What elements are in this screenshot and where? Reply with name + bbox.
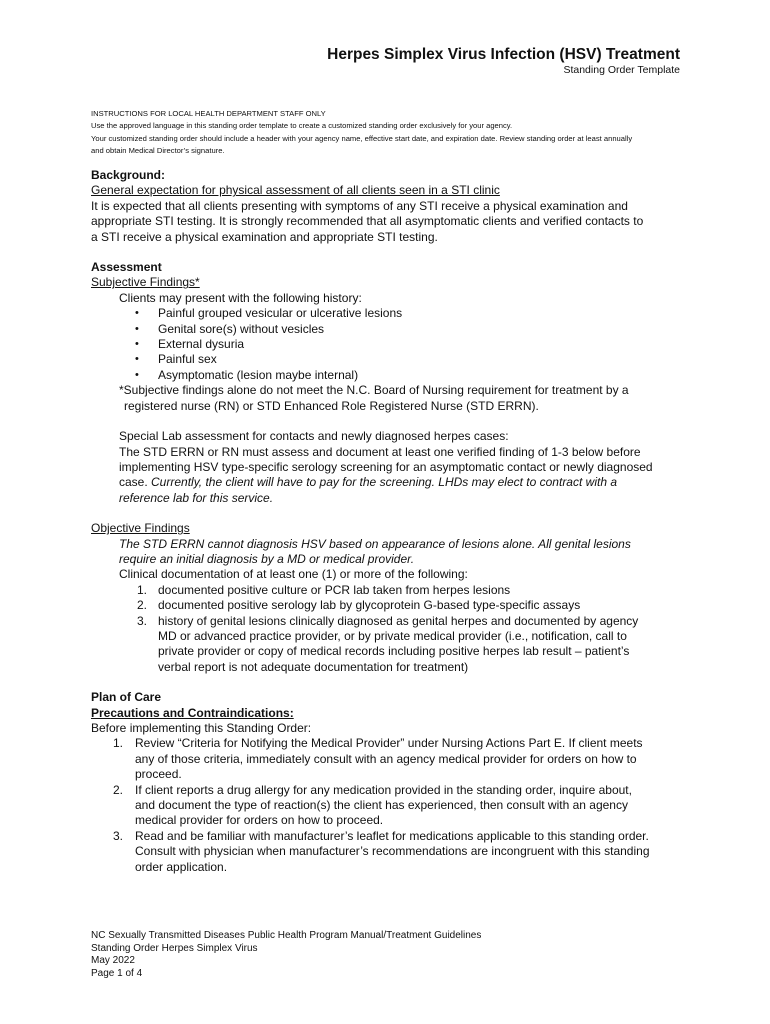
background-text-line: It is expected that all clients presenting with symptoms of any STI receive a physical examination and [91,198,628,213]
special-lab-text: implementing HSV type-specific serology screening for an asymptomatic contact or newly diagnosed [119,459,653,474]
instructions-line: and obtain Medical Director’s signature. [91,146,225,156]
list-item [91,829,685,875]
history-intro: Clients may present with the following history: [119,290,362,305]
document-subtitle: Standing Order Template [563,64,680,76]
instructions-line: Use the approved language in this standing order template to create a customized standing order exclusively for your agency. [91,121,513,131]
list-text: history of genital lesions clinically diagnosed as genital herpes and documented by agency [158,613,639,628]
list-item: • Genital sore(s) without vesicles [91,322,685,337]
precautions-heading: Precautions and Contraindications: [91,705,294,720]
history-list [91,306,685,383]
list-item: • Painful sex [91,352,685,367]
staff-instructions [91,108,691,158]
list-text: and document the type of reaction(s) the client has experienced, then consult with an agency [135,798,628,813]
special-lab-text-plain: case. [119,475,152,490]
list-text: MD or advanced practice provider, or by private medical provider (i.e., notification, call to [158,628,627,643]
page-number: Page 1 of 4 [91,967,143,979]
list-item [91,583,685,598]
footer-line: Standing Order Herpes Simplex Virus [91,942,258,954]
special-lab-text-italic: reference lab for this service. [119,490,274,505]
precautions-list [91,736,685,875]
objective-findings-heading: Objective Findings [91,521,190,536]
list-number: 3. [137,613,148,628]
background-heading: Background: [91,168,166,182]
list-number: 1. [113,736,124,751]
background-text-line: appropriate STI testing. It is strongly recommended that all asymptomatic clients and verified contacts to [91,214,644,229]
list-text: any of those criteria, immediately consult with an agency medical provider for orders on how to [135,751,637,766]
plan-intro: Before implementing this Standing Order: [91,721,312,735]
document-body [91,168,685,875]
list-number: 1. [137,582,148,597]
list-item: • Painful grouped vesicular or ulcerative lesions [91,306,685,321]
list-item [91,736,685,782]
assessment-heading: Assessment [91,260,162,275]
instructions-heading: INSTRUCTIONS FOR LOCAL HEALTH DEPARTMENT STAFF ONLY [91,109,326,118]
footer-line: NC Sexually Transmitted Diseases Public Health Program Manual/Treatment Guidelines [91,930,482,941]
list-text: Review “Criteria for Notifying the Medical Provider” under Nursing Actions Part E. If client meets [135,736,643,751]
objective-note: require an initial diagnosis by a MD or medical provider. [119,551,415,566]
list-item [91,598,685,613]
list-item: • Asymptomatic (lesion maybe internal) [91,368,685,383]
list-text: medical provider for orders on how to proceed. [135,813,384,828]
list-text: If client reports a drug allergy for any medication provided in the standing order, inquire about, [135,782,632,797]
special-lab-text: The STD ERRN or RN must assess and document at least one verified finding of 1-3 below before [119,444,641,459]
list-text: order application. [135,859,228,874]
list-text: Read and be familiar with manufacturer’s leaflet for medications applicable to this standing order. [135,828,649,843]
subjective-note: registered nurse (RN) or STD Enhanced Role Registered Nurse (STD ERRN). [124,398,539,413]
list-text: documented positive serology lab by glycoprotein G-based type-specific assays [158,598,581,613]
list-text: Consult with physician when manufacturer’s recommendations are incongruent with this standing [135,844,650,859]
background-text-line: a STI receive a physical examination and appropriate STI testing. [91,229,438,244]
list-number: 2. [137,598,148,613]
list-number: 3. [113,828,124,843]
list-text: documented positive culture or PCR lab taken from herpes lesions [158,582,511,597]
clinical-list [91,583,685,675]
list-text: proceed. [135,767,182,782]
footer-date: May 2022 [91,955,135,967]
background-subheading: General expectation for physical assessment of all clients seen in a STI clinic [91,183,500,198]
special-lab-heading: Special Lab assessment for contacts and newly diagnosed herpes cases: [119,429,509,444]
list-text: private provider or copy of medical records including positive herpes lab result – patient’s [158,644,630,659]
plan-heading: Plan of Care [91,690,162,705]
list-text: verbal report is not adequate documentation for treatment) [158,659,469,674]
special-lab-text [91,475,685,490]
document-title: Herpes Simplex Virus Infection (HSV) Treatment [327,46,680,63]
subjective-findings-heading: Subjective Findings* [91,275,200,290]
instructions-line: Your customized standing order should include a header with your agency name, effective start date, and expiration date. Review standing order at least annually [91,133,633,143]
list-item [91,783,685,829]
page-footer [91,930,481,980]
list-number: 2. [113,782,124,797]
objective-note: The STD ERRN cannot diagnosis HSV based on appearance of lesions alone. All genital lesions [119,536,631,551]
subjective-note: *Subjective findings alone do not meet the N.C. Board of Nursing requirement for treatment by a [119,383,629,398]
clinical-intro: Clinical documentation of at least one (1) or more of the following: [119,567,468,582]
special-lab-text-italic: Currently, the client will have to pay for the screening. LHDs may elect to contract with a [151,475,617,490]
list-item: • External dysuria [91,337,685,352]
list-item [91,614,685,676]
